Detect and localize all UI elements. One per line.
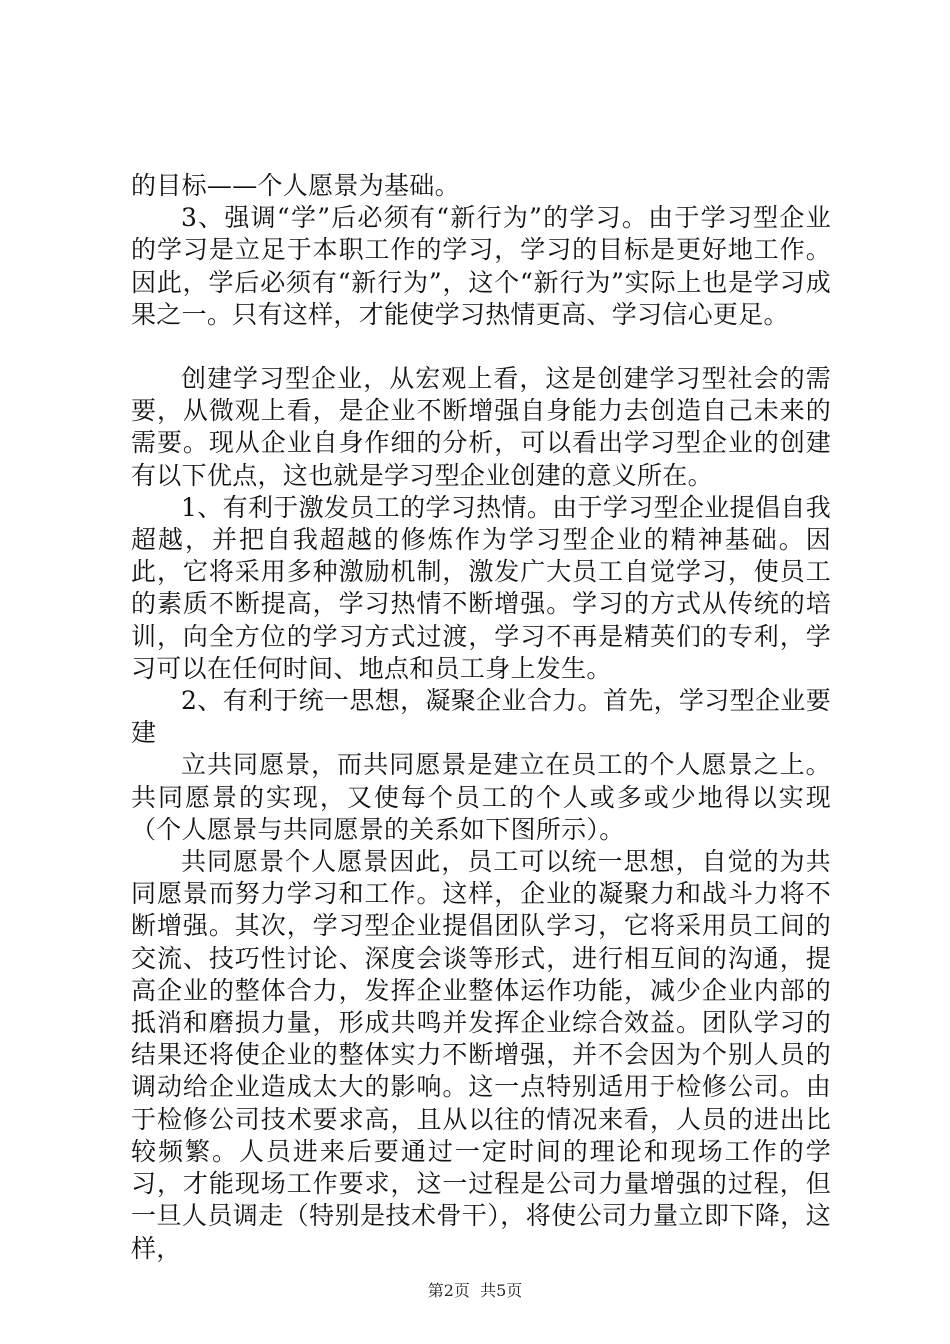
- page-footer: 第2页 共5页: [427, 1281, 523, 1300]
- document-body: [131, 170, 831, 1265]
- paragraph-2: 3、强调“学”后必须有“新行为”的学习。由于学习型企业的学习是立足于本职工作的学习，学习的目标是更好地工作。因此，学后必须有“新行为”，这个“新行为”实际上也是学习成果之一。只有这样，才能使学习热情更高、学习信心更足。: [131, 203, 831, 329]
- paragraph-3: 创建学习型企业，从宏观上看，这是创建学习型社会的需要，从微观上看，是企业不断增强自身能力去创造自己未来的需要。现从企业自身作细的分析，可以看出学习型企业的创建有以下优点，这也就是学习型企业创建的意义所在。: [131, 364, 831, 490]
- paragraph-1: 的目标——个人愿景为基础。: [131, 171, 460, 200]
- paragraph-5: 2、有利于统一思想，凝聚企业合力。首先，学习型企业要建: [131, 686, 831, 748]
- paragraph-7: 共同愿景个人愿景因此，员工可以统一思想，自觉的为共同愿景而努力学习和工作。这样，企业的凝聚力和战斗力将不断增强。其次，学习型企业提倡团队学习，它将采用员工间的交流、技巧性讨论、深度会谈等形式，进行相互间的沟通，提高企业的整体合力，发挥企业整体运作功能，减少企业内部的抵消和磨损力量，形成共鸣并发挥企业综合效益。团队学习的结果还将使企业的整体实力不断增强，并不会因为个别人员的调动给企业造成太大的影响。这一点特别适用于检修公司。由于检修公司技术要求高，且从以往的情况来看，人员的进出比较频繁。人员进来后要通过一定时间的理论和现场工作的学习，才能现场工作要求，这一过程是公司力量增强的过程，但一旦人员调走（特别是技术骨干），将使公司力量立即下降，这样，: [131, 847, 831, 1263]
- paragraph-4: 1、有利于激发员工的学习热情。由于学习型企业提倡自我超越，并把自我超越的修炼作为学习型企业的精神基础。因此，它将采用多种激励机制，激发广大员工自觉学习，使员工的素质不断提高，学习热情不断增强。学习的方式从传统的培训，向全方位的学习方式过渡，学习不再是精英们的专利，学习可以在任何时间、地点和员工身上发生。: [131, 492, 831, 683]
- paragraph-6: 立共同愿景，而共同愿景是建立在员工的个人愿景之上。共同愿景的实现，又使每个员工的个人或多或少地得以实现（个人愿景与共同愿景的关系如下图所示）。: [131, 750, 831, 844]
